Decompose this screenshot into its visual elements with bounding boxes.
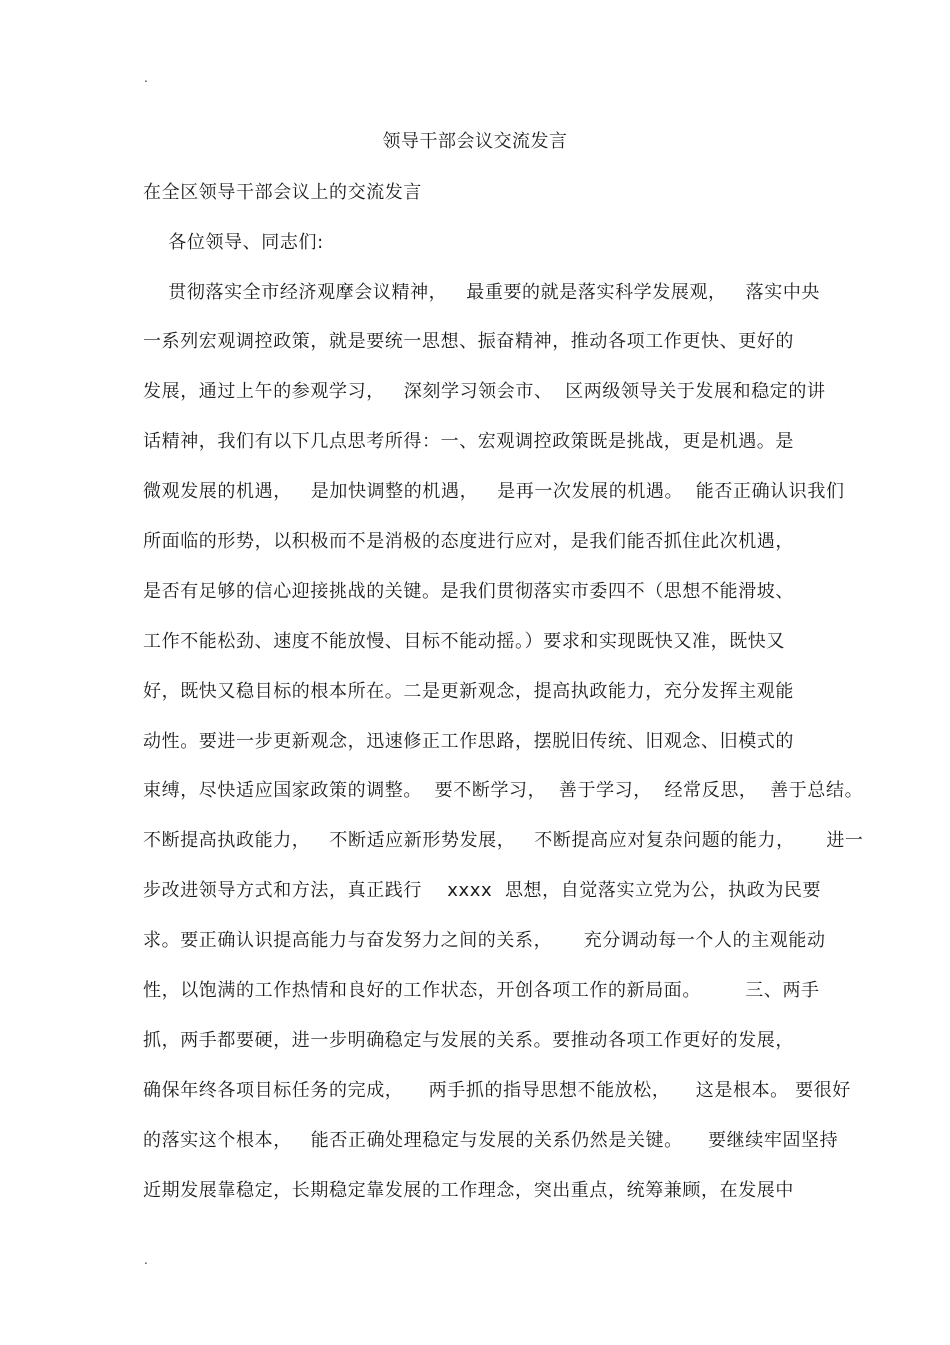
page-marker-bottom: . <box>144 1253 148 1267</box>
body-line: 束缚，尽快适应国家政策的调整。 要不断学习， 善于学习， 经常反思， 善于总结。 <box>143 780 864 801</box>
body-line: 微观发展的机遇， 是加快调整的机遇， 是再一次发展的机遇。 能否正确认识我们 <box>143 481 845 502</box>
body-line: 性，以饱满的工作热情和良好的工作状态，开创各项工作的新局面。 三、两手 <box>143 980 820 1001</box>
subtitle-line: 在全区领导干部会议上的交流发言 <box>143 182 422 203</box>
body-line: 求。要正确认识提高能力与奋发努力之间的关系， 充分调动每一个人的主观能动 <box>143 930 826 951</box>
body-line: 是否有足够的信心迎接挑战的关键。是我们贯彻落实市委四不（思想不能滑坡、 <box>143 581 794 602</box>
salutation-line: 各位领导、同志们: <box>143 232 324 253</box>
body-line: 确保年终各项目标任务的完成， 两手抓的指导思想不能放松， 这是根本。 要很好 <box>143 1080 851 1101</box>
body-line: 一系列宏观调控政策，就是要统一思想、振奋精神，推动各项工作更快、更好的 <box>143 331 794 352</box>
body-line: 工作不能松劲、速度不能放慢、目标不能动摇。）要求和实现既快又准，既快又 <box>143 631 785 652</box>
body-line: 不断提高执政能力， 不断适应新形势发展， 不断提高应对复杂问题的能力， 进一 <box>143 830 864 851</box>
body-line: 话精神，我们有以下几点思考所得：一、宏观调控政策既是挑战，更是机遇。是 <box>143 431 794 452</box>
body-line: 抓，两手都要硬，进一步明确稳定与发展的关系。要推动各项工作更好的发展， <box>143 1030 794 1051</box>
body-line: 近期发展靠稳定，长期稳定靠发展的工作理念，突出重点，统筹兼顾，在发展中 <box>143 1180 794 1201</box>
body-line: 发展，通过上午的参观学习， 深刻学习领会市、 区两级领导关于发展和稳定的讲 <box>143 381 826 402</box>
body-line: 所面临的形势，以积极而不是消极的态度进行应对，是我们能否抓住此次机遇， <box>143 531 794 552</box>
document-title: 领导干部会议交流发言 <box>382 131 568 152</box>
body-line: 好，既快又稳目标的根本所在。二是更新观念，提高执政能力，充分发挥主观能 <box>143 681 794 702</box>
body-line: 贯彻落实全市经济观摩会议精神， 最重要的就是落实科学发展观， 落实中央 <box>143 282 821 303</box>
page-marker-top: . <box>144 71 148 85</box>
body-line: 步改进领导方式和方法，真正践行 xxxx 思想，自觉落实立党为公，执政为民要 <box>143 880 822 901</box>
body-line: 动性。要进一步更新观念，迅速修正工作思路，摆脱旧传统、旧观念、旧模式的 <box>143 731 794 752</box>
body-line: 的落实这个根本， 能否正确处理稳定与发展的关系仍然是关键。 要继续牢固坚持 <box>143 1130 839 1151</box>
